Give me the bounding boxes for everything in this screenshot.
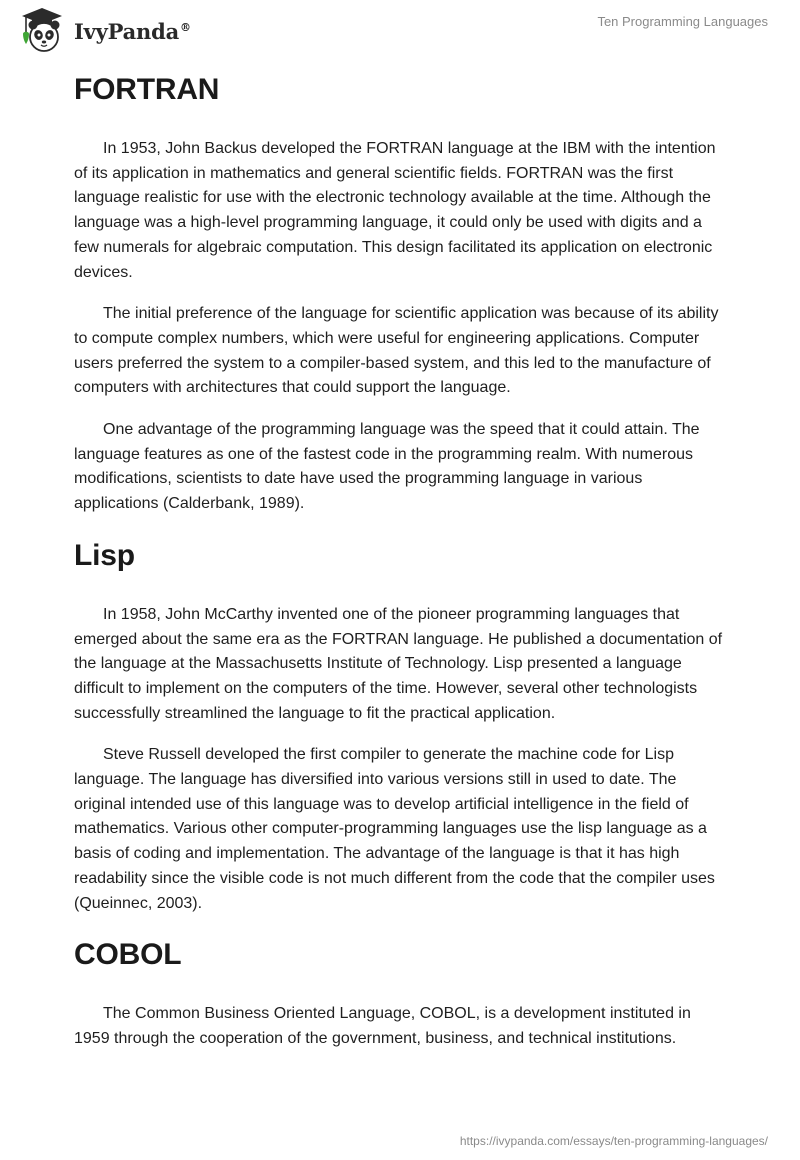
paragraph: The Common Business Oriented Language, COBOL, is a development instituted in 1959 through the cooperation of the government, business, and technical institutions. — [74, 1005, 691, 1047]
section-heading: COBOL — [74, 938, 182, 972]
paragraph: Steve Russell developed the first compiler to generate the machine code for Lisp language. The language has diversified into various versions still in used to date. The original intended use of this language was to develop artificial intelligence in the field of mathematics. Various other computer-programming languages use the lisp language as a basis of coding and implementation. The advantage of the language is that it has high readability since the visible code is not much different from the code that the compiler uses (Queinnec, 2003). — [74, 746, 715, 912]
paragraph: The initial preference of the language for scientific application was because of its ability to compute complex numbers, which were useful for engineering applications. Computer users preferred the system to a compiler-based system, and this led to the manufacture of computers with architectures that could support the language. — [74, 305, 719, 397]
section-heading: FORTRAN — [74, 73, 220, 106]
section-lisp — [74, 534, 724, 916]
paragraph: One advantage of the programming language was the speed that it could attain. The language features as one of the fastest code in the programming realm. With numerous modifications, scientists to date have used the programming language in various applications (Calderbank, 1989). — [74, 421, 700, 513]
essay-content — [74, 68, 724, 1052]
paragraph: In 1958, John McCarthy invented one of the pioneer programming languages that emerged about the same era as the FORTRAN language. He published a documentation of the language at the Massachusetts Institute of Technology. Lisp presented a language difficult to implement on the computers of the time. However, several other technologists successfully streamlined the language to fit the practical application. — [74, 605, 723, 722]
section-cobol — [74, 933, 724, 1051]
section-heading: Lisp — [74, 538, 135, 572]
paragraph: In 1953, John Backus developed the FORTRAN language at the IBM with the intention of its application in mathematics and general scientific fields. FORTRAN was the first language realistic for use with the electronic technology available at the time. Although the language was a high-level programming language, it could only be used with digits and a few numerals for algebraic computation. This design facilitated its application on electronic devices. — [74, 140, 716, 281]
ivypanda-logo[interactable] — [14, 6, 191, 54]
brand-name: IvyPanda® — [74, 18, 191, 44]
source-url[interactable]: https://ivypanda.com/essays/ten-programming-languages/ — [459, 1134, 768, 1148]
page-header — [0, 0, 800, 60]
panda-graduate-icon — [14, 6, 70, 54]
section-fortran — [74, 68, 724, 517]
document-title: Ten Programming Languages — [597, 14, 768, 29]
